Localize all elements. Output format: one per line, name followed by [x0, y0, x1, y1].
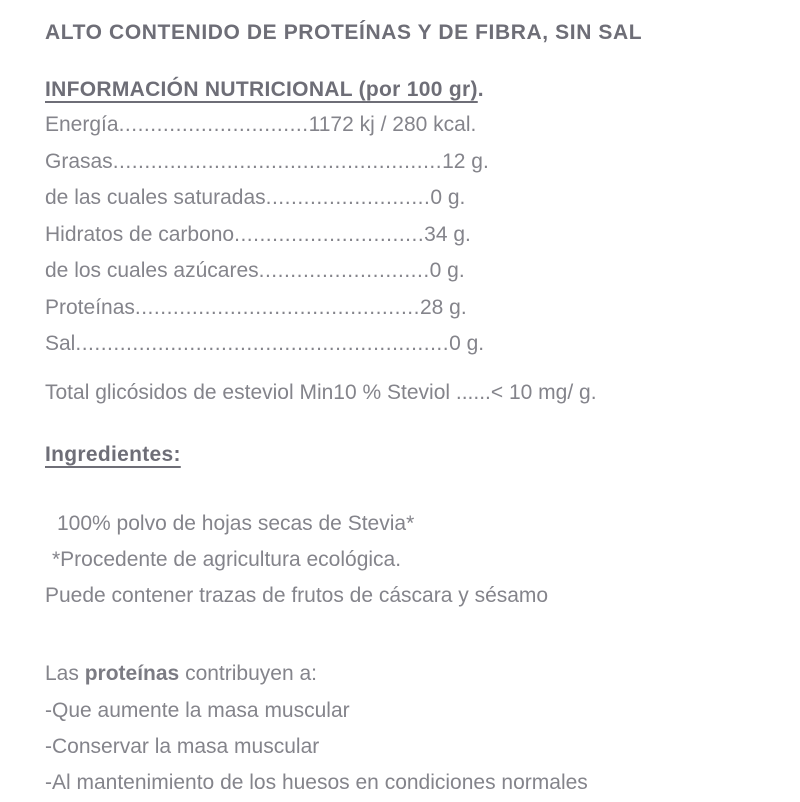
- claims-intro-prefix: Las: [45, 662, 85, 686]
- nutrition-value: 1172 kj / 280 kcal.: [308, 113, 477, 136]
- nutrition-row-hidratos: [45, 217, 760, 254]
- ingredient-line-organic: *Procedente de agricultura ecológica.: [52, 547, 402, 571]
- leader-dots: ...........................................................: [75, 332, 450, 355]
- nutrition-value: 12 g.: [442, 149, 489, 173]
- page-title: ALTO CONTENIDO DE PROTEÍNAS Y DE FIBRA, SIN SAL: [45, 21, 643, 44]
- claims-intro: [45, 656, 760, 692]
- leader-dots: ...........................: [258, 259, 430, 282]
- nutrition-label: Grasas: [45, 149, 113, 173]
- nutrition-value: 34 g.: [424, 222, 471, 246]
- nutrition-label: Energía: [45, 113, 119, 136]
- ingredients-heading: [45, 442, 760, 468]
- leader-dots: .............................................: [134, 295, 420, 319]
- ingredients-heading-text: Ingredientes:: [45, 442, 181, 466]
- nutrition-label: Sal: [45, 332, 76, 355]
- nutrition-label: de los cuales azúcares: [45, 259, 259, 282]
- nutrition-row-grasas: [45, 144, 760, 181]
- nutrition-row-proteinas: [45, 290, 760, 327]
- claims-intro-suffix: contribuyen a:: [179, 662, 317, 686]
- claim-item-muscle-maintain: -Conservar la masa muscular: [45, 734, 320, 758]
- ingredients-list: [45, 506, 760, 615]
- claim-item-muscle-increase: -Que aumente la masa muscular: [45, 698, 350, 722]
- protein-claims: [45, 656, 760, 801]
- nutrition-table: [45, 107, 760, 363]
- claim-item-bones: -Al mantenimiento de los huesos en condiciones normales: [45, 771, 588, 795]
- nutrition-heading-text: INFORMACIÓN NUTRICIONAL (por 100 gr): [45, 78, 478, 101]
- ingredient-line-traces: Puede contener trazas de frutos de cáscara y sésamo: [45, 584, 549, 608]
- claims-intro-bold: proteínas: [84, 662, 180, 686]
- nutrition-heading-period: .: [477, 78, 484, 101]
- nutrition-row-saturadas: [45, 180, 760, 217]
- nutrition-row-energia: [45, 107, 760, 144]
- steviol-note: Total glicósidos de esteviol Min10 % Steviol ......< 10 mg/ g.: [45, 380, 597, 404]
- leader-dots: ..............................: [234, 222, 425, 246]
- nutrition-heading: [45, 77, 760, 103]
- ingredient-line-stevia: 100% polvo de hojas secas de Stevia*: [57, 511, 415, 535]
- nutrition-value: 0 g.: [429, 259, 465, 282]
- leader-dots: ..............................: [118, 113, 309, 136]
- nutrition-value: 28 g.: [419, 295, 467, 319]
- leader-dots: ....................................................: [112, 149, 443, 173]
- nutrition-row-azucares: [45, 253, 760, 290]
- nutrition-value: 0 g.: [449, 332, 485, 355]
- leader-dots: ..........................: [265, 186, 431, 209]
- nutrition-label: Proteínas: [45, 295, 135, 319]
- nutrition-label: Hidratos de carbono: [45, 222, 235, 246]
- nutrition-label: de las cuales saturadas: [45, 186, 266, 209]
- nutrition-row-sal: [45, 326, 760, 363]
- nutrition-value: 0 g.: [430, 186, 466, 209]
